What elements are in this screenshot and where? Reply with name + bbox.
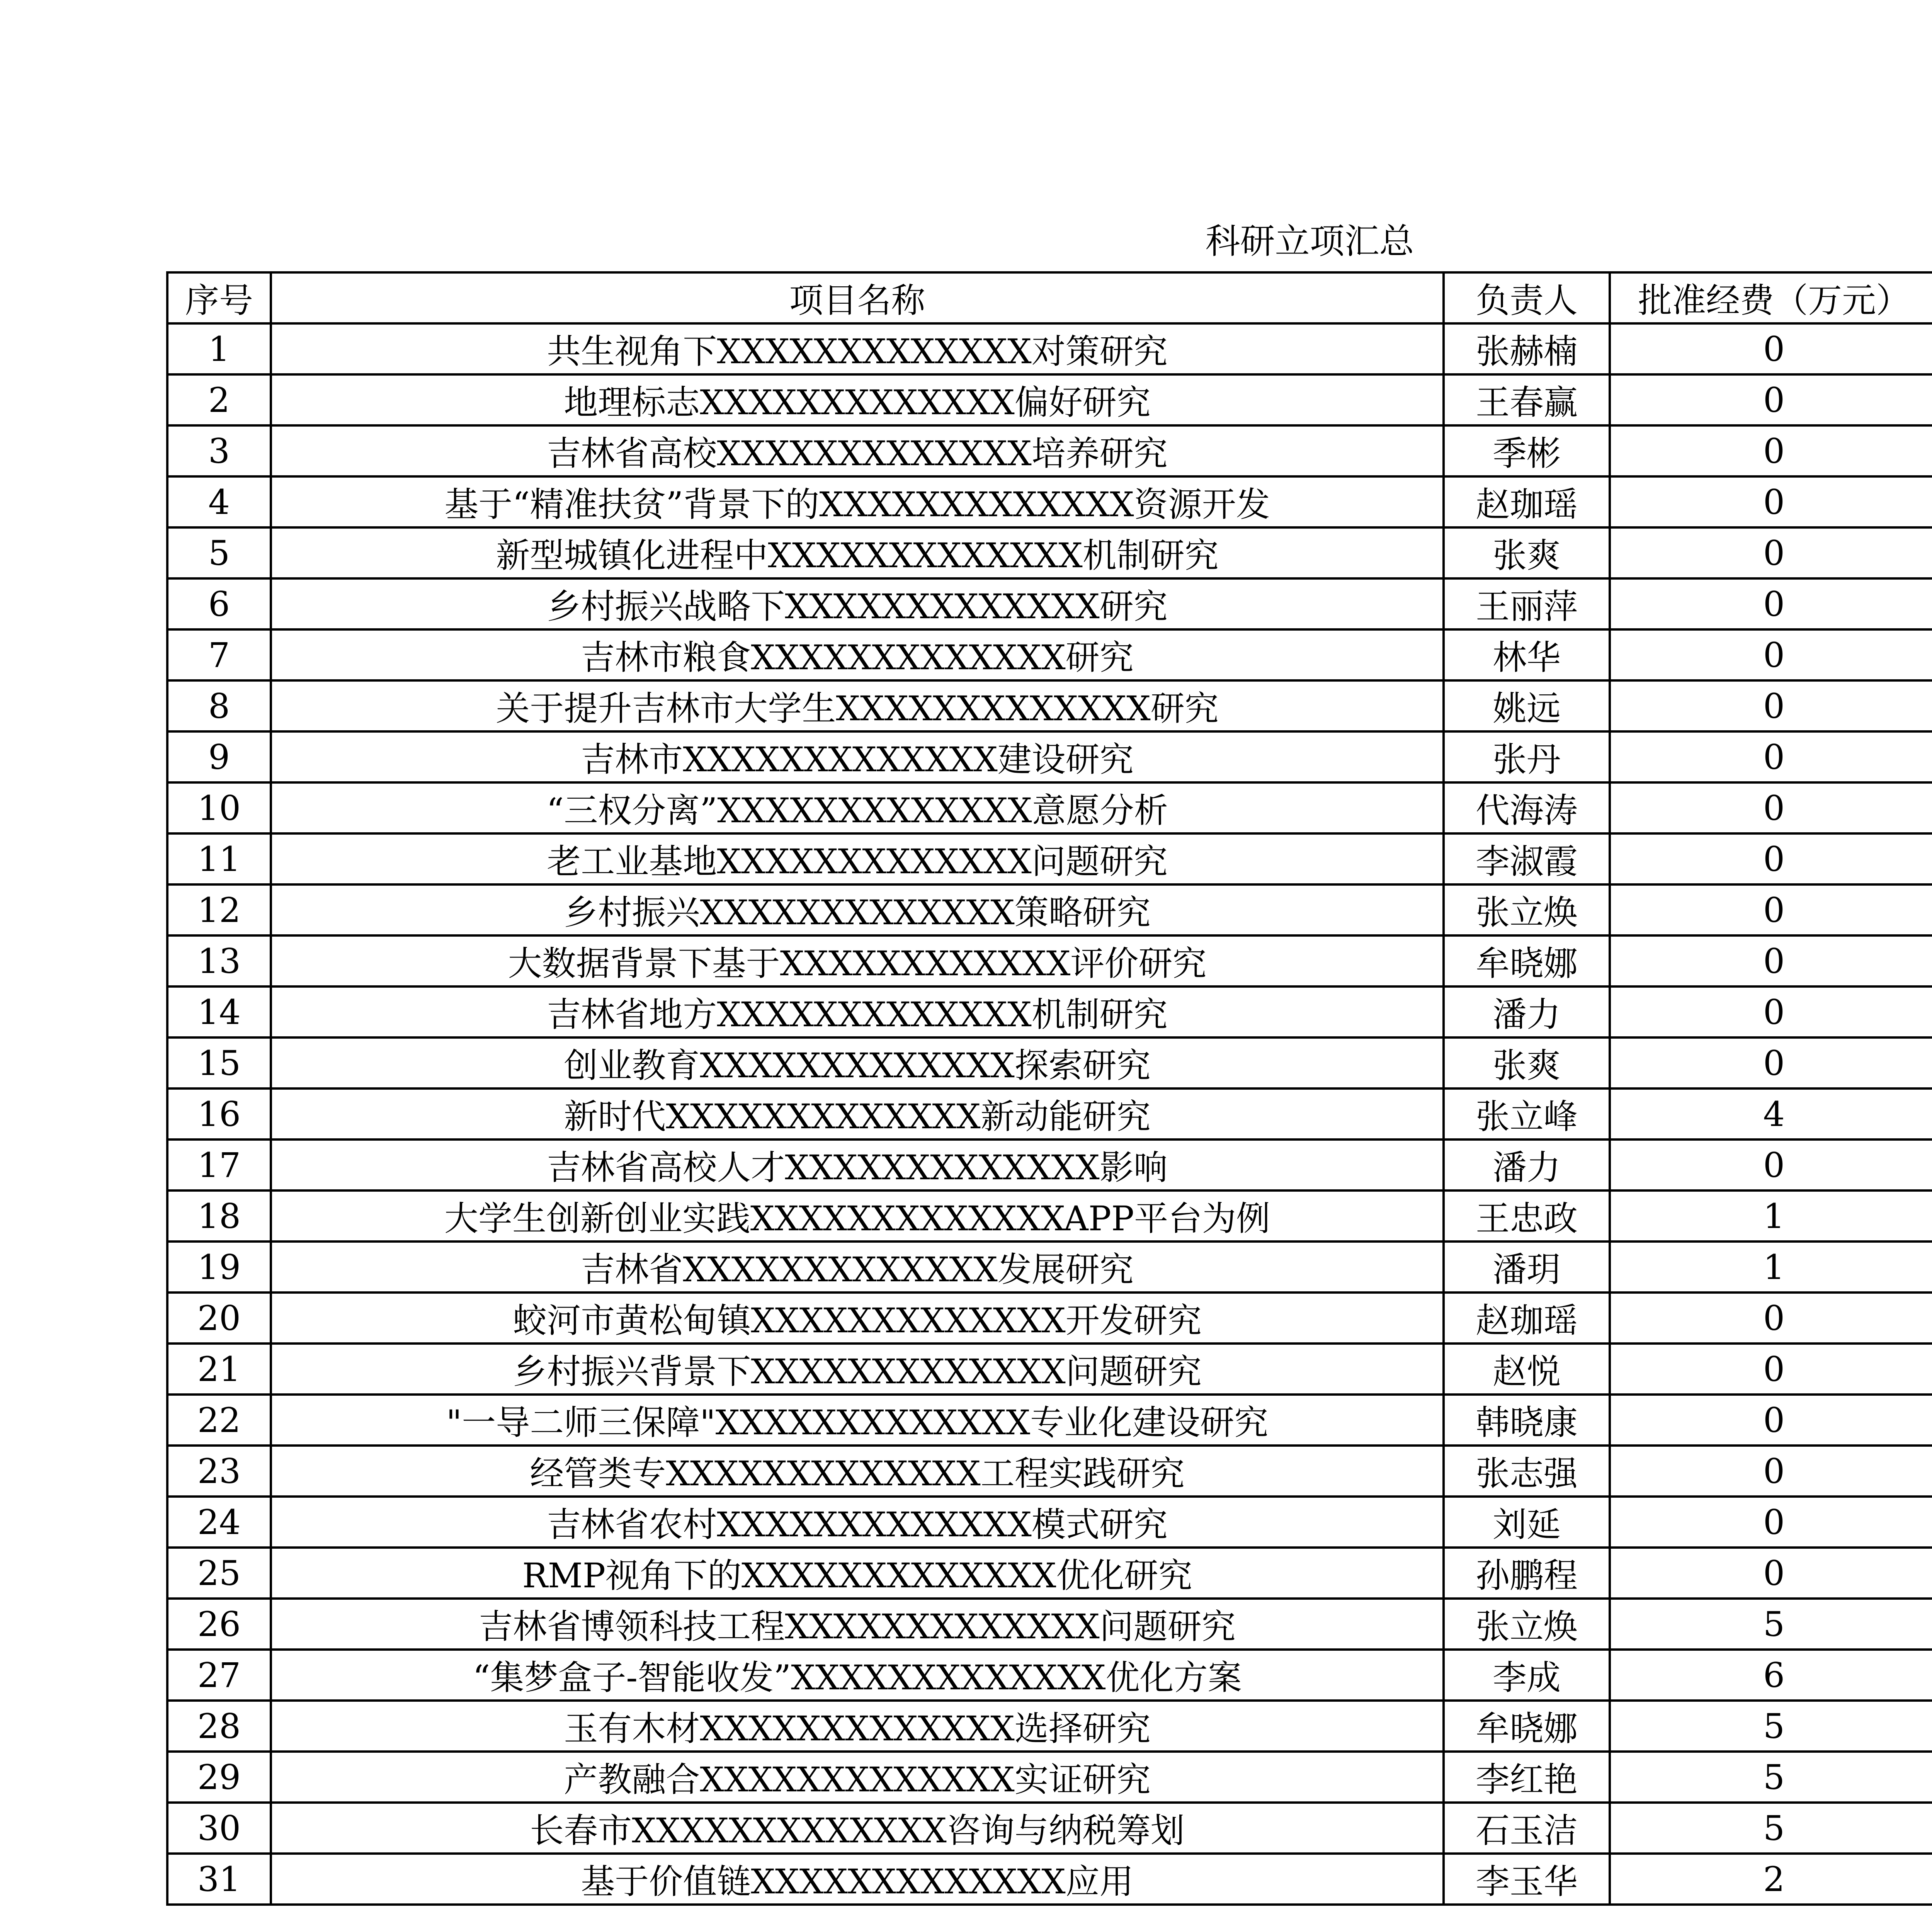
table-row bbox=[167, 1242, 1932, 1293]
cell-funding: 0 bbox=[1610, 833, 1932, 884]
table-row bbox=[167, 680, 1932, 731]
cell-project-name: 吉林市XXXXXXXXXXXXX建设研究 bbox=[271, 731, 1444, 782]
cell-index: 29 bbox=[167, 1752, 271, 1803]
cell-index: 14 bbox=[167, 986, 271, 1037]
cell-index: 23 bbox=[167, 1446, 271, 1497]
cell-funding: 0 bbox=[1610, 374, 1932, 425]
cell-lead: 刘延 bbox=[1444, 1497, 1610, 1548]
cell-lead: 王丽萍 bbox=[1444, 578, 1610, 629]
cell-index: 18 bbox=[167, 1190, 271, 1242]
cell-lead: 韩晓康 bbox=[1444, 1395, 1610, 1446]
cell-project-name: 吉林省农村XXXXXXXXXXXXX模式研究 bbox=[271, 1497, 1444, 1548]
cell-project-name: 新型城镇化进程中XXXXXXXXXXXXX机制研究 bbox=[271, 527, 1444, 578]
cell-funding: 5 bbox=[1610, 1803, 1932, 1854]
cell-index: 11 bbox=[167, 833, 271, 884]
page-title: 科研立项汇总 bbox=[1205, 221, 1414, 262]
cell-funding: 0 bbox=[1610, 1293, 1932, 1344]
cell-index: 5 bbox=[167, 527, 271, 578]
table-row bbox=[167, 1344, 1932, 1395]
cell-project-name: 新时代XXXXXXXXXXXXX新动能研究 bbox=[271, 1088, 1444, 1139]
cell-lead: 牟晓娜 bbox=[1444, 935, 1610, 986]
column-header-funding: 批准经费（万元） bbox=[1610, 272, 1932, 323]
table-row bbox=[167, 986, 1932, 1037]
cell-project-name: 乡村振兴战略下XXXXXXXXXXXXX研究 bbox=[271, 578, 1444, 629]
table-row bbox=[167, 629, 1932, 680]
cell-funding: 4 bbox=[1610, 1088, 1932, 1139]
cell-funding: 0 bbox=[1610, 986, 1932, 1037]
cell-funding: 0 bbox=[1610, 782, 1932, 833]
cell-funding: 0 bbox=[1610, 476, 1932, 527]
cell-lead: 李成 bbox=[1444, 1650, 1610, 1701]
cell-index: 26 bbox=[167, 1599, 271, 1650]
cell-lead: 代海涛 bbox=[1444, 782, 1610, 833]
cell-funding: 0 bbox=[1610, 884, 1932, 935]
table-row bbox=[167, 1037, 1932, 1088]
cell-index: 4 bbox=[167, 476, 271, 527]
table-row bbox=[167, 833, 1932, 884]
cell-project-name: 吉林省高校人才XXXXXXXXXXXXX影响 bbox=[271, 1139, 1444, 1190]
table-row bbox=[167, 782, 1932, 833]
cell-lead: 张立峰 bbox=[1444, 1088, 1610, 1139]
cell-project-name: “集梦盒子-智能收发”XXXXXXXXXXXXX优化方案 bbox=[271, 1650, 1444, 1701]
table-row bbox=[167, 1701, 1932, 1752]
cell-index: 8 bbox=[167, 680, 271, 731]
cell-funding: 1 bbox=[1610, 1242, 1932, 1293]
column-header-lead: 负责人 bbox=[1444, 272, 1610, 323]
cell-index: 2 bbox=[167, 374, 271, 425]
cell-project-name: 产教融合XXXXXXXXXXXXX实证研究 bbox=[271, 1752, 1444, 1803]
cell-project-name: 老工业基地XXXXXXXXXXXXX问题研究 bbox=[271, 833, 1444, 884]
cell-funding: 2 bbox=[1610, 1854, 1932, 1905]
cell-index: 7 bbox=[167, 629, 271, 680]
cell-lead: 王忠政 bbox=[1444, 1190, 1610, 1242]
cell-project-name: 基于“精准扶贫”背景下的XXXXXXXXXXXXX资源开发 bbox=[271, 476, 1444, 527]
cell-index: 3 bbox=[167, 425, 271, 476]
table-row bbox=[167, 884, 1932, 935]
cell-funding: 0 bbox=[1610, 1395, 1932, 1446]
cell-project-name: “三权分离”XXXXXXXXXXXXX意愿分析 bbox=[271, 782, 1444, 833]
cell-project-name: 大学生创新创业实践XXXXXXXXXXXXXAPP平台为例 bbox=[271, 1190, 1444, 1242]
cell-lead: 赵珈瑶 bbox=[1444, 1293, 1610, 1344]
table-row bbox=[167, 476, 1932, 527]
cell-funding: 0 bbox=[1610, 1548, 1932, 1599]
cell-funding: 0 bbox=[1610, 935, 1932, 986]
column-header-project-name: 项目名称 bbox=[271, 272, 1444, 323]
cell-lead: 牟晓娜 bbox=[1444, 1701, 1610, 1752]
cell-project-name: 吉林市粮食XXXXXXXXXXXXX研究 bbox=[271, 629, 1444, 680]
cell-funding: 0 bbox=[1610, 1446, 1932, 1497]
table-row bbox=[167, 1650, 1932, 1701]
table-row bbox=[167, 935, 1932, 986]
cell-project-name: 玉有木材XXXXXXXXXXXXX选择研究 bbox=[271, 1701, 1444, 1752]
table-row bbox=[167, 1395, 1932, 1446]
cell-index: 13 bbox=[167, 935, 271, 986]
cell-index: 27 bbox=[167, 1650, 271, 1701]
cell-lead: 姚远 bbox=[1444, 680, 1610, 731]
cell-index: 17 bbox=[167, 1139, 271, 1190]
cell-lead: 石玉洁 bbox=[1444, 1803, 1610, 1854]
cell-project-name: "一导二师三保障"XXXXXXXXXXXXX专业化建设研究 bbox=[271, 1395, 1444, 1446]
cell-lead: 季彬 bbox=[1444, 425, 1610, 476]
cell-funding: 0 bbox=[1610, 1344, 1932, 1395]
table-row bbox=[167, 1752, 1932, 1803]
cell-lead: 赵悦 bbox=[1444, 1344, 1610, 1395]
table-row bbox=[167, 1599, 1932, 1650]
cell-funding: 5 bbox=[1610, 1752, 1932, 1803]
cell-index: 22 bbox=[167, 1395, 271, 1446]
table-row bbox=[167, 1293, 1932, 1344]
table-row bbox=[167, 1139, 1932, 1190]
cell-index: 21 bbox=[167, 1344, 271, 1395]
cell-project-name: RMP视角下的XXXXXXXXXXXXX优化研究 bbox=[271, 1548, 1444, 1599]
cell-lead: 王春赢 bbox=[1444, 374, 1610, 425]
cell-index: 30 bbox=[167, 1803, 271, 1854]
cell-index: 6 bbox=[167, 578, 271, 629]
cell-project-name: 基于价值链XXXXXXXXXXXXX应用 bbox=[271, 1854, 1444, 1905]
table-row bbox=[167, 374, 1932, 425]
cell-lead: 李淑霞 bbox=[1444, 833, 1610, 884]
cell-lead: 张丹 bbox=[1444, 731, 1610, 782]
cell-funding: 0 bbox=[1610, 680, 1932, 731]
cell-funding: 0 bbox=[1610, 1037, 1932, 1088]
cell-lead: 张立焕 bbox=[1444, 884, 1610, 935]
cell-funding: 1 bbox=[1610, 1190, 1932, 1242]
cell-index: 25 bbox=[167, 1548, 271, 1599]
cell-index: 16 bbox=[167, 1088, 271, 1139]
cell-project-name: 吉林省博领科技工程XXXXXXXXXXXXX问题研究 bbox=[271, 1599, 1444, 1650]
table-row bbox=[167, 1854, 1932, 1905]
cell-index: 24 bbox=[167, 1497, 271, 1548]
table-row bbox=[167, 527, 1932, 578]
cell-lead: 张赫楠 bbox=[1444, 323, 1610, 374]
table-row bbox=[167, 1088, 1932, 1139]
table-row bbox=[167, 731, 1932, 782]
cell-lead: 张志强 bbox=[1444, 1446, 1610, 1497]
cell-lead: 张爽 bbox=[1444, 1037, 1610, 1088]
table-row bbox=[167, 1548, 1932, 1599]
cell-funding: 0 bbox=[1610, 731, 1932, 782]
cell-lead: 潘玥 bbox=[1444, 1242, 1610, 1293]
cell-index: 1 bbox=[167, 323, 271, 374]
cell-lead: 张爽 bbox=[1444, 527, 1610, 578]
table-row bbox=[167, 1190, 1932, 1242]
cell-project-name: 共生视角下XXXXXXXXXXXXX对策研究 bbox=[271, 323, 1444, 374]
table-row bbox=[167, 578, 1932, 629]
cell-lead: 潘力 bbox=[1444, 1139, 1610, 1190]
table-row bbox=[167, 323, 1932, 374]
cell-funding: 0 bbox=[1610, 425, 1932, 476]
cell-project-name: 长春市XXXXXXXXXXXXX咨询与纳税筹划 bbox=[271, 1803, 1444, 1854]
cell-project-name: 乡村振兴背景下XXXXXXXXXXXXX问题研究 bbox=[271, 1344, 1444, 1395]
cell-lead: 孙鹏程 bbox=[1444, 1548, 1610, 1599]
table-row bbox=[167, 425, 1932, 476]
cell-index: 9 bbox=[167, 731, 271, 782]
cell-funding: 5 bbox=[1610, 1701, 1932, 1752]
cell-index: 19 bbox=[167, 1242, 271, 1293]
cell-index: 20 bbox=[167, 1293, 271, 1344]
cell-project-name: 创业教育XXXXXXXXXXXXX探索研究 bbox=[271, 1037, 1444, 1088]
project-summary-table bbox=[166, 271, 1932, 1906]
table-row bbox=[167, 1803, 1932, 1854]
cell-funding: 5 bbox=[1610, 1599, 1932, 1650]
cell-project-name: 吉林省地方XXXXXXXXXXXXX机制研究 bbox=[271, 986, 1444, 1037]
cell-project-name: 地理标志XXXXXXXXXXXXX偏好研究 bbox=[271, 374, 1444, 425]
cell-funding: 0 bbox=[1610, 527, 1932, 578]
cell-funding: 0 bbox=[1610, 629, 1932, 680]
cell-lead: 潘力 bbox=[1444, 986, 1610, 1037]
cell-funding: 6 bbox=[1610, 1650, 1932, 1701]
cell-index: 15 bbox=[167, 1037, 271, 1088]
cell-lead: 赵珈瑶 bbox=[1444, 476, 1610, 527]
cell-lead: 林华 bbox=[1444, 629, 1610, 680]
cell-funding: 0 bbox=[1610, 323, 1932, 374]
cell-project-name: 乡村振兴XXXXXXXXXXXXX策略研究 bbox=[271, 884, 1444, 935]
cell-project-name: 经管类专XXXXXXXXXXXXX工程实践研究 bbox=[271, 1446, 1444, 1497]
cell-funding: 0 bbox=[1610, 578, 1932, 629]
cell-project-name: 吉林省高校XXXXXXXXXXXXX培养研究 bbox=[271, 425, 1444, 476]
column-header-index: 序号 bbox=[167, 272, 271, 323]
table-row bbox=[167, 1497, 1932, 1548]
table-row bbox=[167, 1446, 1932, 1497]
cell-project-name: 蛟河市黄松甸镇XXXXXXXXXXXXX开发研究 bbox=[271, 1293, 1444, 1344]
cell-project-name: 大数据背景下基于XXXXXXXXXXXX评价研究 bbox=[271, 935, 1444, 986]
cell-index: 31 bbox=[167, 1854, 271, 1905]
cell-index: 12 bbox=[167, 884, 271, 935]
cell-funding: 0 bbox=[1610, 1497, 1932, 1548]
cell-project-name: 关于提升吉林市大学生XXXXXXXXXXXXX研究 bbox=[271, 680, 1444, 731]
cell-lead: 张立焕 bbox=[1444, 1599, 1610, 1650]
cell-index: 10 bbox=[167, 782, 271, 833]
cell-funding: 0 bbox=[1610, 1139, 1932, 1190]
cell-lead: 李红艳 bbox=[1444, 1752, 1610, 1803]
cell-lead: 李玉华 bbox=[1444, 1854, 1610, 1905]
header-row bbox=[167, 272, 1932, 323]
cell-index: 28 bbox=[167, 1701, 271, 1752]
cell-project-name: 吉林省XXXXXXXXXXXXX发展研究 bbox=[271, 1242, 1444, 1293]
